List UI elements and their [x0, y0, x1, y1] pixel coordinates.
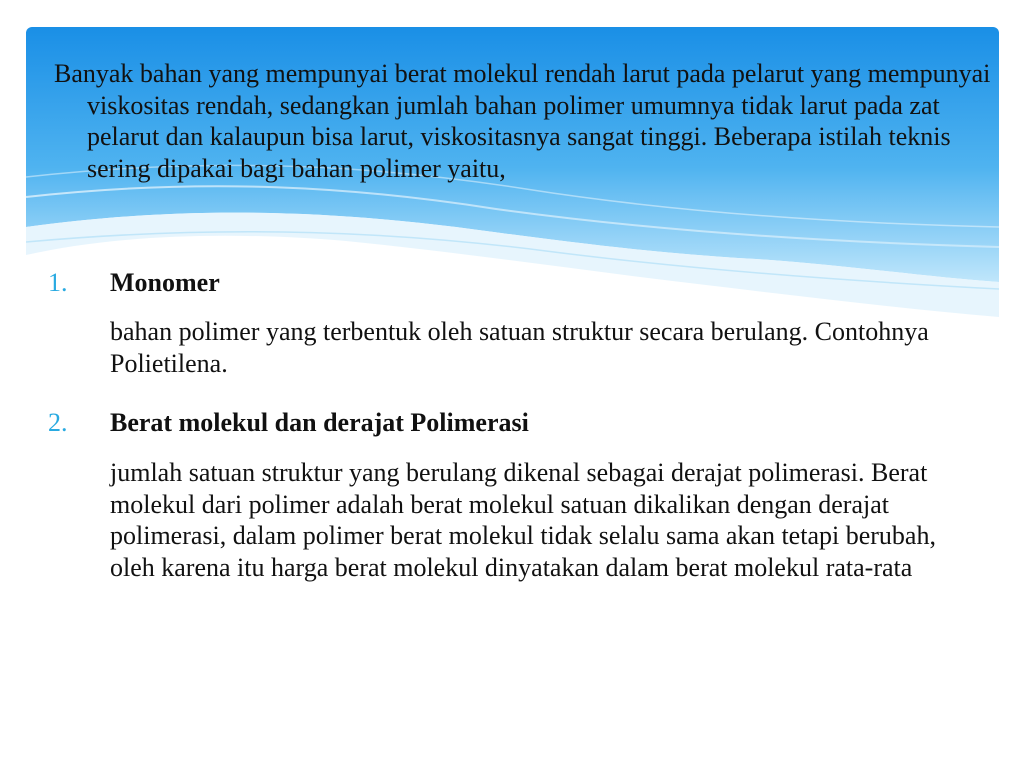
- list-item-1-title: Monomer: [110, 268, 220, 297]
- slide-content: [26, 27, 999, 768]
- list-item-2-heading: [48, 407, 968, 439]
- list-item-1-body: bahan polimer yang terbentuk oleh satuan struktur secara berulang. Contohnya Polietilena.: [110, 317, 929, 378]
- intro-paragraph: Banyak bahan yang mempunyai berat molekul rendah larut pada pelarut yang mempunyai viskositas rendah, sedangkan jumlah bahan polimer umumnya tidak larut pada zat pelarut dan kalaupun bisa larut, viskositasnya sangat tinggi. Beberapa istilah teknis sering dipakai bagi bahan polimer yaitu,: [54, 59, 991, 183]
- slide: [26, 27, 999, 768]
- list-number-1: 1.: [48, 268, 68, 297]
- list-item-2-title: Berat molekul dan derajat Polimerasi: [110, 408, 529, 437]
- list-item-2-body: jumlah satuan struktur yang berulang dikenal sebagai derajat polimerasi. Berat molekul dari polimer adalah berat molekul satuan dikalikan dengan derajat polimerasi, dalam polimer berat molekul tidak selalu sama akan tetapi berubah, oleh karena itu harga berat molekul dinyatakan dalam berat molekul rata-rata: [110, 458, 936, 582]
- list-number-2: 2.: [48, 408, 68, 437]
- list-item-1-heading: [48, 267, 968, 299]
